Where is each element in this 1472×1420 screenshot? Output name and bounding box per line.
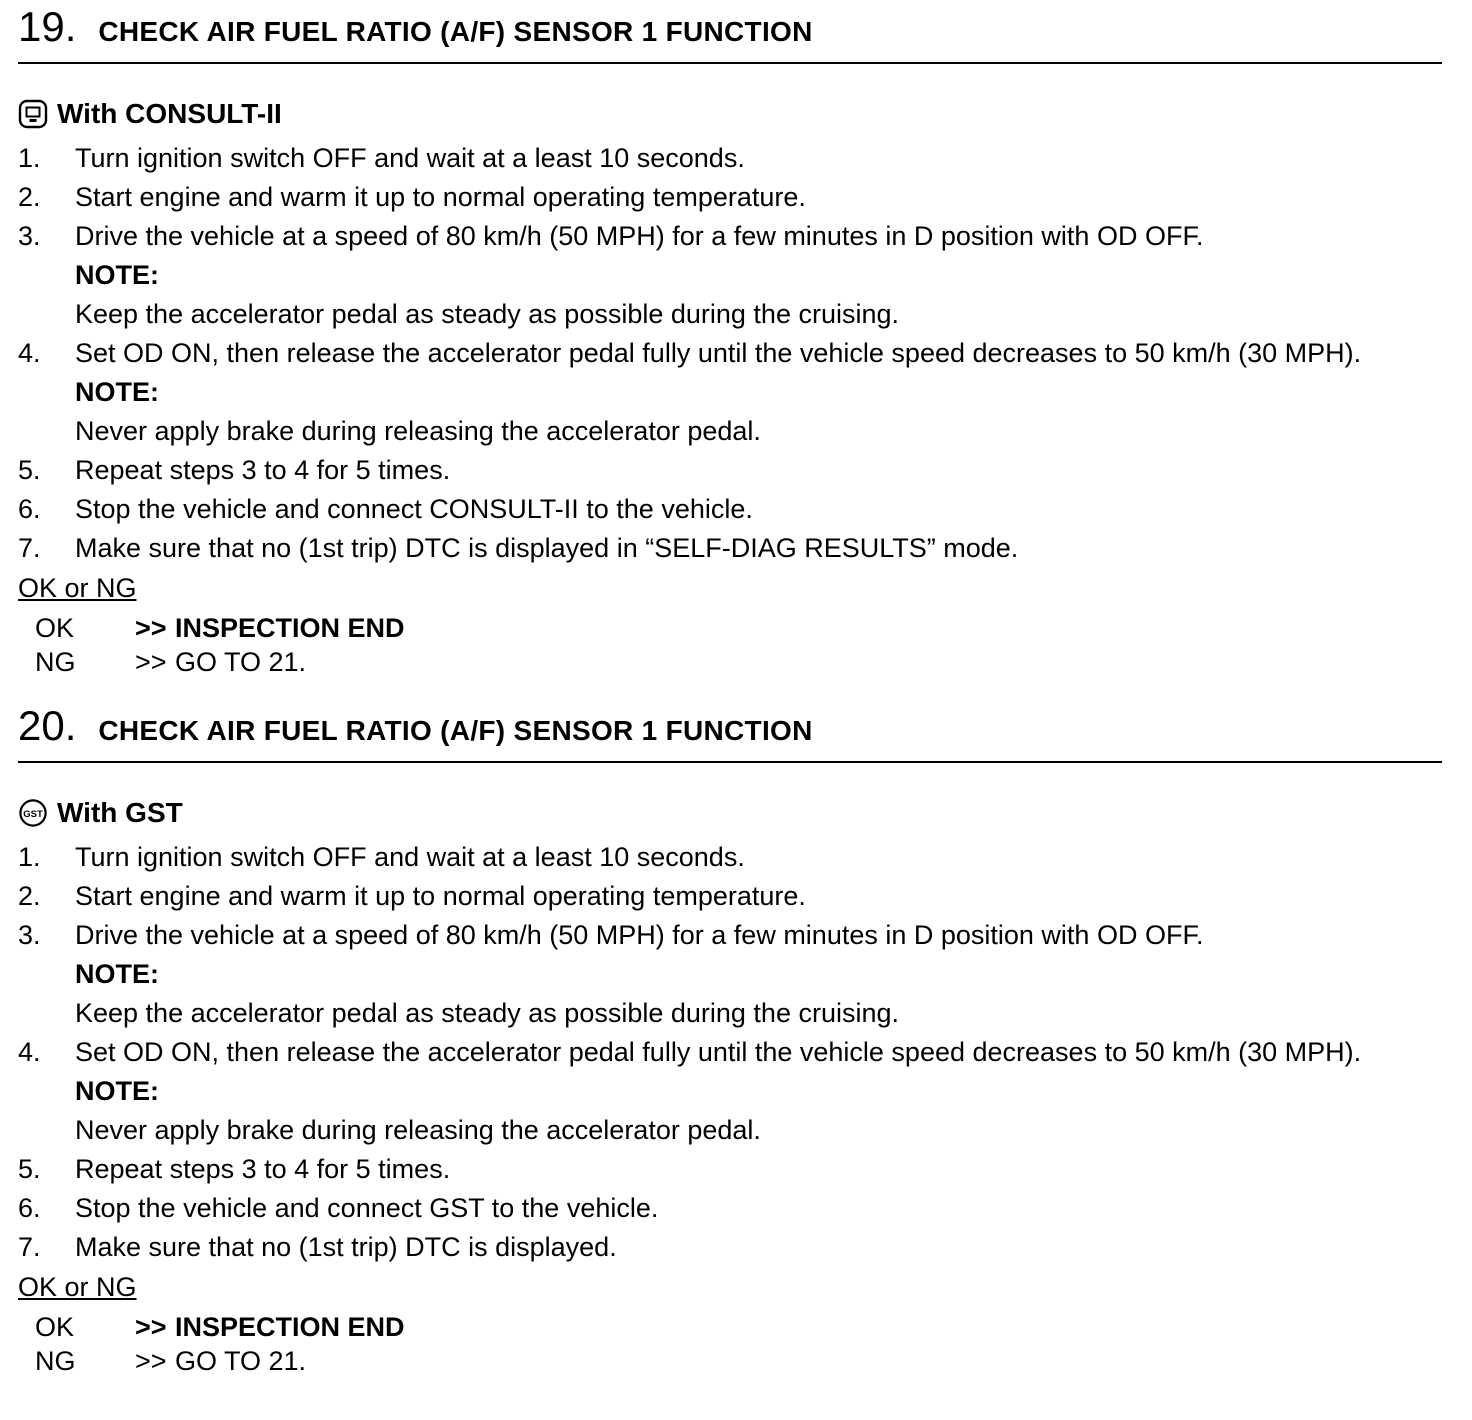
results-list [18,1310,1442,1378]
tool-line [18,94,1442,133]
result-arrow: >> [135,613,167,643]
procedure-section [18,702,1442,1378]
step-item [18,1189,1442,1228]
sections-container [18,3,1442,1378]
result-row [35,1310,1442,1344]
results-list [18,611,1442,679]
step-text: Repeat steps 3 to 4 for 5 times. [75,455,451,485]
note-block [75,1072,1442,1150]
step-item [18,1150,1442,1189]
note-label: NOTE: [75,1076,159,1106]
step-text: Set OD ON, then release the accelerator pedal fully until the vehicle speed decreases to 50 km/h (30 MPH). [75,338,1362,368]
step-text: Start engine and warm it up to normal operating temperature. [75,881,806,911]
step-text: Stop the vehicle and connect GST to the vehicle. [75,1193,659,1223]
note-text: Keep the accelerator pedal as steady as possible during the cruising. [75,998,900,1028]
result-arrow: >> [135,647,167,677]
result-row [35,645,1442,679]
step-number: 2. [18,881,41,911]
step-number: 6. [18,1193,41,1223]
step-number: 7. [18,533,41,563]
step-item [18,529,1442,568]
step-text: Repeat steps 3 to 4 for 5 times. [75,1154,451,1184]
gst-icon [18,798,48,828]
result-text: GO TO 21. [175,1346,307,1376]
step-text: Make sure that no (1st trip) DTC is displayed in “SELF-DIAG RESULTS” mode. [75,533,1019,563]
result-arrow: >> [135,1346,167,1376]
step-item [18,916,1442,955]
svg-text:GST: GST [23,808,43,820]
consult-ii-icon [18,99,48,129]
tool-label: With CONSULT-II [57,98,282,129]
step-item [18,178,1442,217]
step-number: 1. [18,842,41,872]
steps-list [18,838,1442,1267]
section-heading [18,3,1442,64]
result-text: INSPECTION END [175,613,405,643]
result-arrow: >> [135,1312,167,1342]
note-text: Never apply brake during releasing the accelerator pedal. [75,416,761,446]
step-item [18,490,1442,529]
step-item [18,139,1442,178]
note-text: Keep the accelerator pedal as steady as possible during the cruising. [75,299,900,329]
tool-label: With GST [57,797,183,828]
note-block [75,256,1442,334]
step-item [18,1033,1442,1072]
section-number: 19. [18,3,77,50]
step-item [18,217,1442,256]
step-text: Stop the vehicle and connect CONSULT-II to the vehicle. [75,494,753,524]
section-title: CHECK AIR FUEL RATIO (A/F) SENSOR 1 FUNCTION [98,715,813,746]
step-text: Turn ignition switch OFF and wait at a least 10 seconds. [75,842,745,872]
result-row [35,611,1442,645]
step-text: Set OD ON, then release the accelerator pedal fully until the vehicle speed decreases to 50 km/h (30 MPH). [75,1037,1362,1067]
tool-line [18,793,1442,832]
step-text: Drive the vehicle at a speed of 80 km/h (50 MPH) for a few minutes in D position with OD OFF. [75,221,1204,251]
step-number: 3. [18,920,41,950]
note-label: NOTE: [75,959,159,989]
step-item [18,1228,1442,1267]
ok-or-ng-label: OK or NG [18,1272,137,1302]
step-item [18,877,1442,916]
step-number: 1. [18,143,41,173]
ok-or-ng-label: OK or NG [18,573,137,603]
step-item [18,451,1442,490]
step-number: 5. [18,455,41,485]
step-number: 6. [18,494,41,524]
result-text: INSPECTION END [175,1312,405,1342]
result-text: GO TO 21. [175,647,307,677]
step-number: 4. [18,338,41,368]
section-title: CHECK AIR FUEL RATIO (A/F) SENSOR 1 FUNCTION [98,16,813,47]
section-number: 20. [18,702,77,749]
step-number: 7. [18,1232,41,1262]
procedure-section [18,3,1442,679]
note-block [75,955,1442,1033]
result-key: NG [35,1346,76,1376]
step-item [18,334,1442,373]
result-key: OK [35,613,75,643]
step-number: 4. [18,1037,41,1067]
section-heading [18,702,1442,763]
step-text: Start engine and warm it up to normal operating temperature. [75,182,806,212]
step-text: Drive the vehicle at a speed of 80 km/h (50 MPH) for a few minutes in D position with OD OFF. [75,920,1204,950]
step-item [18,838,1442,877]
note-text: Never apply brake during releasing the accelerator pedal. [75,1115,761,1145]
step-number: 5. [18,1154,41,1184]
step-number: 2. [18,182,41,212]
step-text: Turn ignition switch OFF and wait at a least 10 seconds. [75,143,745,173]
result-key: OK [35,1312,75,1342]
step-number: 3. [18,221,41,251]
note-block [75,373,1442,451]
note-label: NOTE: [75,377,159,407]
steps-list [18,139,1442,568]
result-row [35,1344,1442,1378]
result-key: NG [35,647,76,677]
step-text: Make sure that no (1st trip) DTC is displayed. [75,1232,617,1262]
note-label: NOTE: [75,260,159,290]
